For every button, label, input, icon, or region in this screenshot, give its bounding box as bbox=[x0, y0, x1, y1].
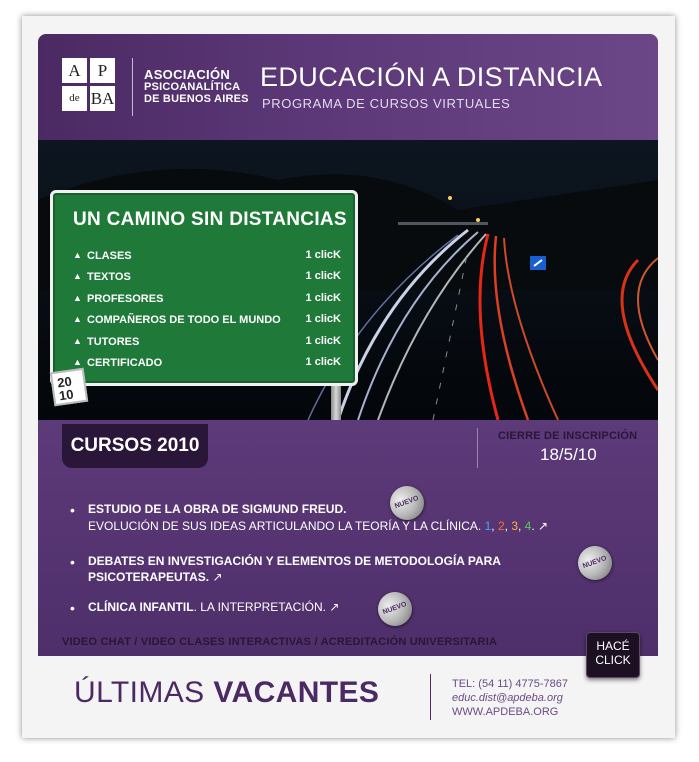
sign-item-clases[interactable] bbox=[73, 249, 341, 265]
up-arrow-icon: ▲ bbox=[73, 293, 82, 303]
course-desc-text: EVOLUCIÓN DE SUS IDEAS ARTICULANDO LA TEORÍA Y LA CLÍNICA. bbox=[88, 519, 482, 533]
bullet-icon: • bbox=[70, 554, 75, 570]
up-arrow-icon: ▲ bbox=[73, 336, 82, 346]
contact-website-link[interactable]: WWW.APDEBA.ORG bbox=[452, 706, 559, 718]
up-arrow-icon: ▲ bbox=[73, 250, 82, 260]
sign-item-companeros[interactable] bbox=[73, 313, 341, 329]
header-banner bbox=[38, 34, 658, 140]
courses-tab: CURSOS 2010 bbox=[62, 424, 208, 468]
course-title-cont: PSICOTERAPEUTAS. bbox=[88, 570, 210, 584]
org-line-1: ASOCIACIÓN bbox=[144, 67, 231, 82]
up-arrow-icon: ▲ bbox=[73, 357, 82, 367]
sign-item-label: TUTORES bbox=[87, 336, 140, 348]
ultimas-vacantes-heading bbox=[74, 676, 379, 710]
course-description: EVOLUCIÓN DE SUS IDEAS ARTICULANDO LA TEORÍA Y LA CLÍNICA. 1, 2, 3, 4. ↗ bbox=[88, 519, 549, 533]
bottom-divider bbox=[430, 674, 431, 720]
course-item-debates[interactable] bbox=[70, 554, 610, 590]
sign-item-label: TEXTOS bbox=[87, 271, 131, 283]
sign-item-label: COMPAÑEROS DE TODO EL MUNDO bbox=[87, 314, 281, 326]
sign-title: UN CAMINO SIN DISTANCIAS bbox=[73, 209, 347, 230]
page-title: EDUCACIÓN A DISTANCIA bbox=[260, 62, 603, 92]
course-title: DEBATES EN INVESTIGACIÓN Y ELEMENTOS DE METODOLOGÍA PARA bbox=[88, 554, 501, 568]
vacantes-part-1: ÚLTIMAS bbox=[74, 676, 214, 709]
nuevo-badge: NUEVO bbox=[385, 481, 429, 525]
nuevo-badge: NUEVO bbox=[373, 587, 417, 631]
sign-item-label: CLASES bbox=[87, 250, 132, 262]
course-item-freud[interactable] bbox=[70, 502, 630, 538]
features-line: VIDEO CHAT / VIDEO CLASES INTERACTIVAS / ACREDITACIÓN UNIVERSITARIA bbox=[62, 636, 498, 648]
external-link-icon[interactable]: ↗ bbox=[212, 570, 223, 584]
sign-item-label: PROFESORES bbox=[87, 293, 164, 305]
logo-letter-de: de bbox=[62, 86, 87, 111]
year-badge bbox=[50, 368, 88, 406]
external-link-icon[interactable]: ↗ bbox=[329, 600, 340, 614]
page-subtitle: PROGRAMA DE CURSOS VIRTUALES bbox=[262, 96, 511, 111]
course-link-2[interactable]: 2 bbox=[497, 519, 505, 533]
hace-click-line-2: CLICK bbox=[595, 653, 631, 667]
course-link-3[interactable]: 3 bbox=[511, 519, 518, 533]
year-badge-top: 20 bbox=[56, 373, 73, 391]
bullet-icon: • bbox=[70, 502, 75, 518]
sign-item-value: 1 clicK bbox=[305, 313, 341, 325]
apdeba-logo[interactable] bbox=[62, 58, 116, 112]
organization-name bbox=[144, 69, 249, 105]
up-arrow-icon: ▲ bbox=[73, 271, 82, 281]
logo-letter-a: A bbox=[62, 58, 87, 83]
course-title: CLÍNICA INFANTIL bbox=[88, 600, 194, 614]
course-link-4[interactable]: 4 bbox=[524, 519, 532, 533]
road-sign bbox=[50, 190, 358, 386]
enrollment-deadline-label: CIERRE DE INSCRIPCIÓN bbox=[498, 430, 638, 442]
sign-post bbox=[331, 384, 341, 420]
sign-item-tutores[interactable] bbox=[73, 335, 341, 351]
nuevo-badge: NUEVO bbox=[573, 541, 617, 585]
course-desc-text: . LA INTERPRETACIÓN. bbox=[193, 600, 327, 614]
bullet-icon: • bbox=[70, 600, 75, 616]
logo-divider bbox=[132, 58, 133, 116]
sign-item-certificado[interactable] bbox=[73, 356, 341, 372]
sign-item-value: 1 clicK bbox=[305, 356, 341, 368]
sign-item-label: CERTIFICADO bbox=[87, 357, 163, 369]
contact-phone: TEL: (54 11) 4775-7867 bbox=[452, 678, 568, 690]
external-link-icon[interactable]: ↗ bbox=[538, 519, 549, 533]
sign-item-value: 1 clicK bbox=[305, 270, 341, 282]
course-title: ESTUDIO DE LA OBRA DE SIGMUND FREUD. bbox=[88, 502, 347, 516]
enrollment-deadline-date: 18/5/10 bbox=[540, 445, 597, 464]
up-arrow-icon: ▲ bbox=[73, 314, 82, 324]
course-title-line-2 bbox=[88, 570, 223, 584]
hace-click-button[interactable] bbox=[586, 632, 640, 678]
sign-item-textos[interactable] bbox=[73, 270, 341, 286]
sign-item-value: 1 clicK bbox=[305, 292, 341, 304]
year-badge-bottom: 10 bbox=[58, 386, 75, 404]
org-line-2: PSICOANALÍTICA bbox=[144, 81, 241, 93]
vacantes-part-2: VACANTES bbox=[213, 676, 380, 709]
logo-letter-ba: BA bbox=[90, 86, 115, 111]
org-line-3: DE BUENOS AIRES bbox=[144, 93, 249, 105]
course-line bbox=[88, 600, 339, 614]
cierre-divider bbox=[477, 428, 478, 468]
sign-item-value: 1 clicK bbox=[305, 335, 341, 347]
sign-item-value: 1 clicK bbox=[305, 249, 341, 261]
course-item-clinica-infantil[interactable] bbox=[70, 600, 390, 618]
course-link-1[interactable]: 1 bbox=[484, 519, 492, 533]
contact-email-link[interactable]: educ.dist@apdeba.org bbox=[452, 692, 563, 704]
sign-item-profesores[interactable] bbox=[73, 292, 341, 308]
hace-click-line-1: HACÉ bbox=[596, 639, 630, 653]
logo-letter-p: P bbox=[90, 58, 115, 83]
